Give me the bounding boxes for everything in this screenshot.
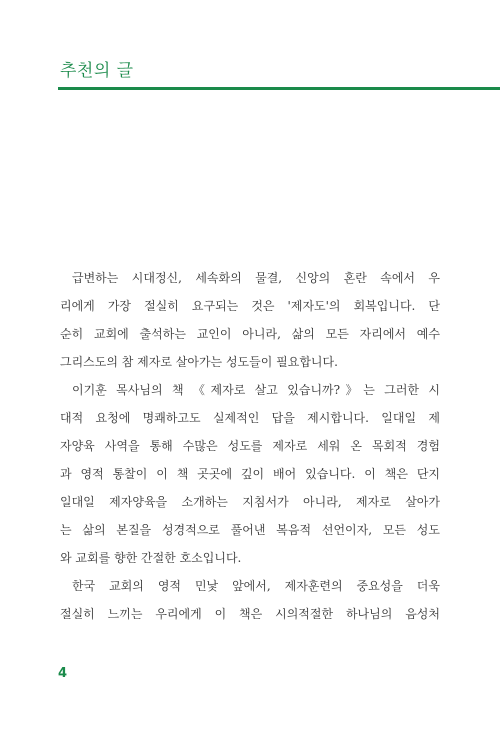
text-line: 절실히 느끼는 우리에게 이 책은 시의적절한 하나님의 음성처 xyxy=(60,607,440,621)
text-line: 과 영적 통찰이 이 책 곳곳에 깊이 배어 있습니다. 이 책은 단지 xyxy=(60,467,440,481)
text-line: 리에게 가장 절실히 요구되는 것은 '제자도'의 회복입니다. 단 xyxy=(60,299,440,313)
text-line: 한국 교회의 영적 민낯 앞에서, 제자훈련의 중요성을 더욱 xyxy=(72,579,440,593)
text-line: 는 삶의 본질을 성경적으로 풀어낸 복음적 선언이자, 모든 성도 xyxy=(60,523,440,537)
text-line: 이기훈 목사님의 책 《제자로 살고 있습니까?》는 그러한 시 xyxy=(72,383,440,397)
paragraph-3 xyxy=(60,572,440,628)
page-number: 4 xyxy=(58,666,68,681)
paragraph-1 xyxy=(60,264,440,376)
text-line: 급변하는 시대정신, 세속화의 물결, 신앙의 혼란 속에서 우 xyxy=(72,271,440,285)
title-divider xyxy=(58,87,500,90)
section-title: 추천의 글 xyxy=(60,61,134,81)
text-line: 그리스도의 참 제자로 살아가는 성도들이 필요합니다. xyxy=(60,355,338,369)
text-line: 자양육 사역을 통해 수많은 성도를 제자로 세워 온 목회적 경험 xyxy=(60,439,440,453)
text-line: 일대일 제자양육을 소개하는 지침서가 아니라, 제자로 살아가 xyxy=(60,495,440,509)
text-line: 순히 교회에 출석하는 교인이 아니라, 삶의 모든 자리에서 예수 xyxy=(60,327,440,341)
body-text xyxy=(60,264,440,628)
text-line: 와 교회를 향한 간절한 호소입니다. xyxy=(60,551,242,565)
paragraph-2 xyxy=(60,376,440,572)
text-line: 대적 요청에 명쾌하고도 실제적인 답을 제시합니다. 일대일 제 xyxy=(60,411,440,425)
